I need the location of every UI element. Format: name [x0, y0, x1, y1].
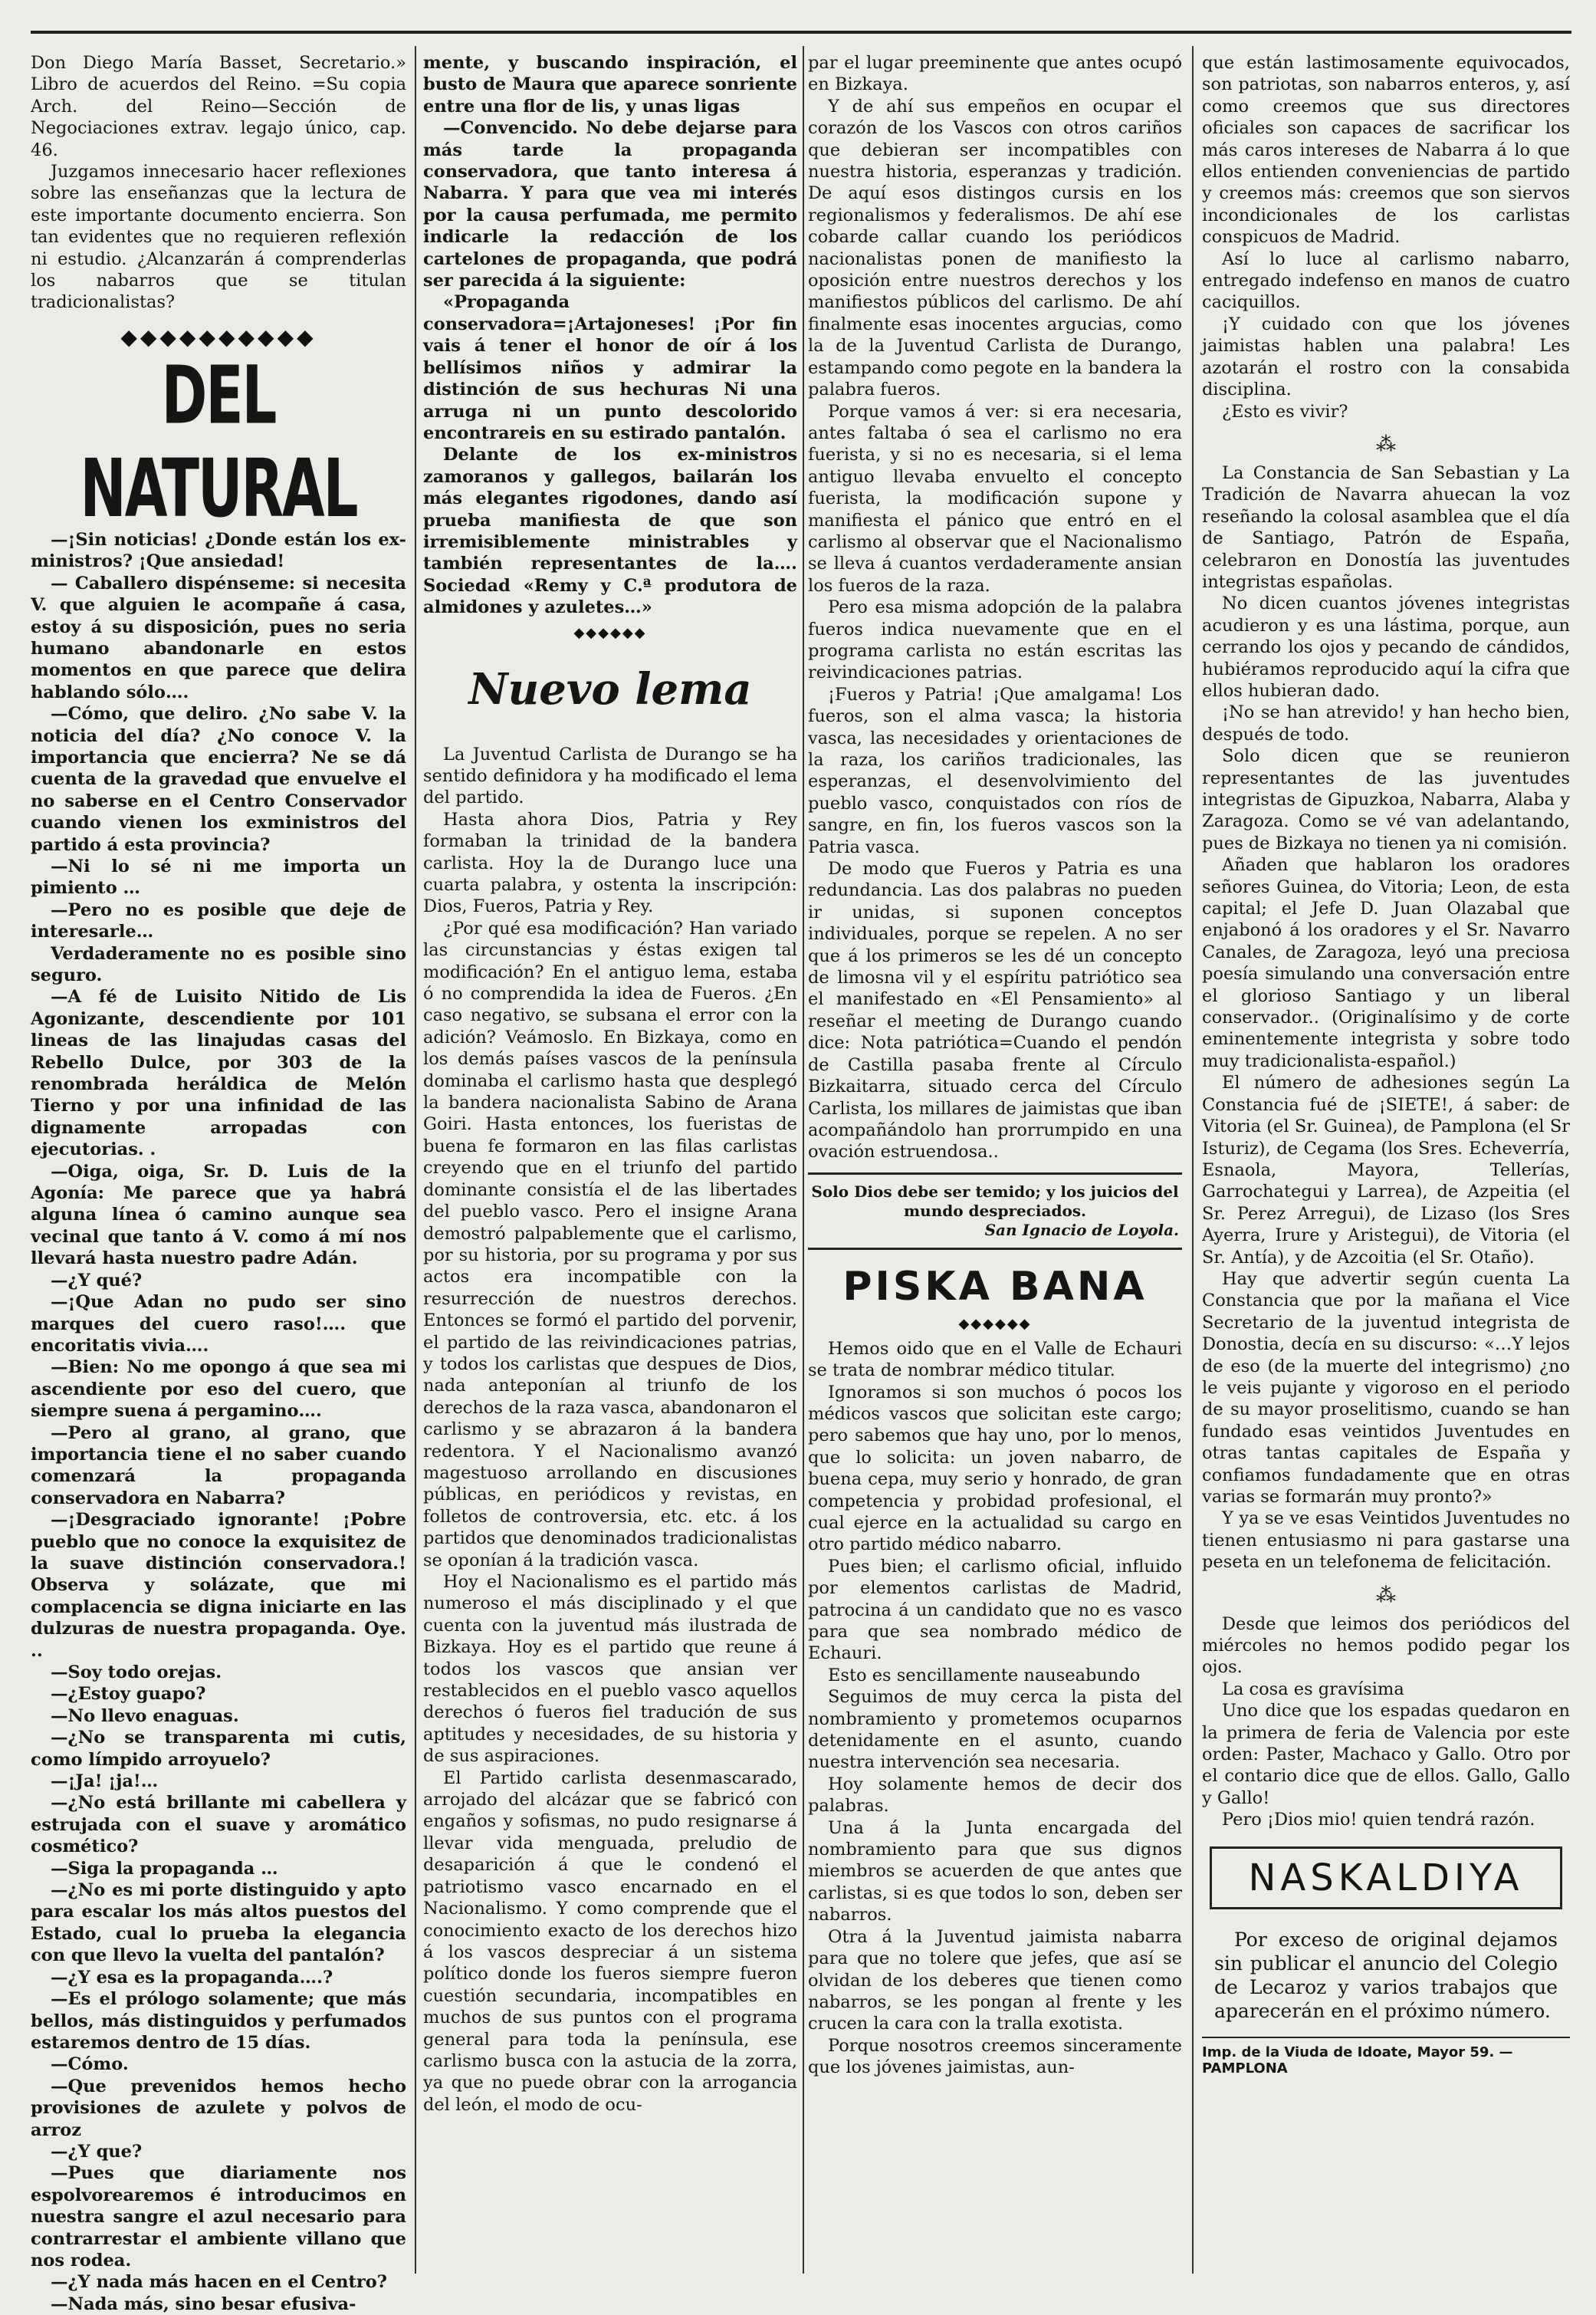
- asterism-divider: ⁂: [1376, 432, 1396, 456]
- paragraph: Solo dicen que se reunieron representantes de las juventudes integristas de Gipuzkoa, Nabarra, Alaba y Zaragoza. Como se vé van adelantando, pues de Bizkaya no tienen ya ni comisión.: [1202, 746, 1570, 853]
- paragraph: Desde que leimos dos periódicos del miércoles no hemos podido pegar los ojos.: [1202, 1613, 1570, 1678]
- paragraph: Uno dice que los espadas quedaron en la primera de feria de Valencia por este orden: Paster, Machaco y Gallo. Otro por el contario dice que de ellos. Gallo, Gallo y Gallo!: [1202, 1701, 1570, 1808]
- dialogue-line: —¿No se transparenta mi cutis, como límpido arroyuelo?: [31, 1728, 406, 1770]
- paragraph: Hasta ahora Dios, Patria y Rey formaban la trinidad de la bandera carlista. Hoy la de Durango luce una cuarta palabra, y ostenta la inscripción: Dios, Fueros, Patria y Rey.: [423, 809, 797, 917]
- dialogue-line: — Caballero dispénseme: si necesita V. que alguien le acompañe á casa, estoy á su disposición, pues no seria humano abandonarle en estos momentos en que parece que delira hablando sólo….: [31, 573, 406, 702]
- paragraph: Pero esa misma adopción de la palabra fueros indica nuevamente que en el programa carlista no están escritas las reivindicaciones patrias.: [808, 597, 1182, 683]
- column-2: [423, 52, 797, 2274]
- quote-text: Solo Dios debe ser temido; y los juicios del mundo despreciados.: [811, 1182, 1179, 1220]
- dialogue-line: —A fé de Luisito Nitido de Lis Agonizante, descendiente por 101 lineas de las linajudas casas del Rebello Dulce, por 303 de la renombrada heráldica de Melón Tierno y por una infinidad de las dignamente arropadas con ejecutorias. .: [31, 987, 406, 1160]
- quote-box: [808, 1172, 1182, 1250]
- dialogue-line: —¿Y esa es la propaganda….?: [51, 1967, 333, 1988]
- paragraph: Una á la Junta encargada del nombramiento para que sus dignos miembros se acuerden de que antes que carlistas, si es que todos lo son, deben ser nabarros.: [808, 1817, 1182, 1925]
- paragraph: De modo que Fueros y Patria es una redundancia. Las dos palabras no pueden ir unidas, si suponen conceptos individuales, porque se repelen. A no ser que á los primeros se les dé un concepto de limosna vil y el espíritu patriótico sea el manifestado en «El Pensamiento» al reseñar el meeting de Durango cuando dice: Nota patriótica=Cuando el pendón de Castilla pasaba frente al Círculo Bizkaitarra, situado cerca del Círculo Carlista, los millares de jaimistas que iban acompañándolo han prorrumpido en una ovación estruendosa..: [808, 859, 1182, 1162]
- dialogue-line: Verdaderamente no es posible sino seguro.: [31, 943, 406, 985]
- paragraph: La Constancia de San Sebastian y La Tradición de Navarra ahuecan la voz reseñando la colosal asamblea que el día de Santiago, Patrón de España, celebraron en Donostía las juventudes integristas españolas.: [1202, 462, 1570, 592]
- paragraph: Hemos oido que en el Valle de Echauri se trata de nombrar médico titular.: [808, 1338, 1182, 1381]
- paragraph: Porque vamos á ver: si era necesaria, antes faltaba ó sea el carlismo no era fuerista, y si no es necesaria, si el lema antiguo llevaba envuelto el concepto fuerista, la modificación supone y manifiesta el pánico que entró en el carlismo al observar que el Nacionalismo se lleva á cuantos verdaderamente ansian los fueros de la raza.: [808, 401, 1182, 596]
- paragraph: Hoy solamente hemos de decir dos palabras.: [808, 1774, 1182, 1817]
- paragraph: Añaden que hablaron los oradores señores Guinea, do Vitoria; Leon, de esta capital; el Jefe D. Juan Olazabal que enjabonó á los oradores y el Sr. Navarro Canales, de Zaragoza, leyó una preciosa poesía simulando una conversación entre el glorioso Santiago y un liberal conservador.. (Originalísimo y de corte eminentemente integrista y sobre todo muy tradicionalista-español.): [1202, 855, 1570, 1071]
- ornament-divider: ◆◆◆◆◆◆: [573, 624, 647, 641]
- column-4: [1202, 52, 1570, 2274]
- printer-imprint: Imp. de la Viuda de Idoate, Mayor 59. —PAMPLONA: [1202, 2037, 1570, 2077]
- dialogue-line: —¡Ja! ¡ja!…: [51, 1771, 159, 1792]
- paragraph: La cosa es gravísima: [1222, 1679, 1404, 1699]
- dialogue-line: —Cómo.: [51, 2054, 129, 2075]
- section-heading-nuevo-lema: Nuevo lema: [468, 663, 752, 715]
- quote-signature: San Ignacio de Loyola.: [984, 1220, 1179, 1239]
- paragraph: Juzgamos innecesario hacer reflexiones sobre las enseñanzas que la lectura de este importante documento encierra. Son tan evidentes que no requieren reflexión ni estudio. ¿Alcanzarán á comprenderlas los nabarros que se titulan tradicionalistas?: [31, 162, 406, 313]
- archive-citation: Don Diego María Basset, Secretario.» Libro de acuerdos del Reino. =Su copia Arch. del Reino—Sección de Negociaciones extrav. legajo único, cap. 46.: [31, 53, 406, 160]
- dialogue-continued: [423, 52, 797, 619]
- dialogue-line: —Ni lo sé ni me importa un pimiento …: [31, 856, 406, 899]
- dialogue-line: —¿Y qué?: [51, 1270, 143, 1291]
- paragraph: ¡No se han atrevido! y han hecho bien, después de todo.: [1202, 702, 1570, 745]
- paragraph: par el lugar preeminente que antes ocupó en Bizkaya.: [808, 53, 1182, 95]
- column-rule: [803, 46, 804, 2274]
- paragraph: ¡Fueros y Patria! ¡Que amalgama! Los fueros, son el alma vasca; la historia vasca, las necesidades y orientaciones de la raza, los cariños tradicionales, las esperanzas, el desenvolvimiento del pueblo vasco, conquistados con ríos de sangre, en fin, los fueros vascos son la Patria vasca.: [808, 684, 1182, 857]
- paragraph: ¿Esto es vivir?: [1222, 401, 1348, 422]
- dialogue-line: —¿No es mi porte distinguido y apto para escalar los más altos puestos del Estado, cual lo prueba la elegancia con que llevo la vuelta del pantalón?: [31, 1880, 406, 1966]
- dialogue-line: —Pues que diariamente nos espolvorearemos é introducimos en nuestra sangre el azul necesario para contrarrestar el ambiente villano que nos rodea.: [31, 2163, 406, 2271]
- dialogue-line: —¿No está brillante mi cabellera y estrujada con el suave y aromático cosmético?: [31, 1793, 406, 1857]
- dialogue-line: —¡Que Adan no pudo ser sino marques del cuero raso!…. que encoritatis vivia….: [31, 1292, 406, 1356]
- column-3: [808, 52, 1182, 2274]
- dialogue-line: —Pero no es posible que deje de interesarle…: [31, 899, 406, 942]
- dialogue-line: —Pero al grano, al grano, que importancia tiene el no saber cuando comenzará la propaganda conservadora en Nabarra?: [31, 1422, 406, 1508]
- dialogue-line: —No llevo enaguas.: [51, 1705, 239, 1726]
- paragraph: La Juventud Carlista de Durango se ha sentido definidora y ha modificado el lema del partido.: [423, 744, 797, 808]
- dialogue-line: —Convencido. No debe dejarse para más tarde la propaganda conservadora, que tanto interesa á Nabarra. Y para que vea mi interés por la causa perfumada, me permito indicarle la redacción de los cartelones de propaganda, que podrá ser parecida á la siguiente:: [423, 118, 797, 291]
- paragraph: Otra á la Juventud jaimista nabarra para que no tolere que jefes, que así se olvidan de los deberes que tienen como nabarros, se les pongan al frente y les crucen la cara con la tralla exotista.: [808, 1926, 1182, 2034]
- paragraph: Y ya se ve esas Veintidos Juventudes no tienen entusiasmo ni para gastarse una peseta en un telefonema de felicitación.: [1202, 1508, 1570, 1573]
- dialogue-line: —¿Estoy guapo?: [51, 1684, 206, 1705]
- paragraph: Seguimos de muy cerca la pista del nombramiento y prometemos ocuparnos detenidamente en el asunto, cuando nuestra intervención sea necesaria.: [808, 1687, 1182, 1773]
- section-heading-naskaldiya: NASKALDIYA: [1210, 1846, 1562, 1909]
- dialogue-line: —Soy todo orejas.: [51, 1662, 222, 1682]
- paragraph: ¡Y cuidado con que los jóvenes jaimistas hablen una palabra! Les azotarán el rostro con la consabida disciplina.: [1202, 314, 1570, 400]
- paragraph: El Partido carlista desenmascarado, arrojado del alcázar que se fabricó con engaños y sofismas, no pudo resignarse á llevar vida menguada, preludio de desaparición á que le condenó el patriotismo vasco encarnado en el Nacionalismo. Y como comprende que el conocimiento exacto de los derechos hizo á los vascos despreciar á un sistema político donde los fueros siempre fueron cuestión secundaria, incompatibles en muchos de sus puntos con el programa general para toda la península, ese carlismo busca con la astucia de la zorra, ya que no puede obrar con la arrogancia del león, el modo de ocu-: [423, 1767, 797, 2115]
- notice-paragraph: Por exceso de original dejamos sin publicar el anuncio del Colegio de Lecaroz y varios trabajos que aparecerán en el próximo número.: [1214, 1928, 1558, 2022]
- dialogue-line: —Bien: No me opongo á que sea mi ascendiente por eso del cuero, que siempre suena á pergamino….: [31, 1357, 406, 1422]
- paragraph: El número de adhesiones según La Constancia fué de ¡SIETE!, á saber: de Vitoria (el Sr. Guinea), de Pamplona (el Sr Isturiz), de Cegama (los Sres. Echeverría, Esnaola, Mayora, Tellerías, Garrochategui y Larrea), de Azpeitia (el Sr. Perez Arregui), de Lizaso (los Sres Ayerra, Irure y Aristegui), de Vitoria (el Sr. Antía), y de Azcoitia (el Sr. Otaño).: [1202, 1073, 1570, 1268]
- dialogue-line: —Oiga, oiga, Sr. D. Luis de la Agonía: Me parece que ya habrá alguna línea ó camino aunque sea vecinal que tanto á V. como á mí nos llevará hasta nuestro padre Adán.: [31, 1161, 406, 1269]
- dialogue-line: —¿Y que?: [51, 2141, 143, 2162]
- paragraph: Y de ahí sus empeños en ocupar el corazón de los Vascos con otros cariños que debieran ser incompatibles con nuestra historia, esperanzas y tradición. De aquí esos distingos cursis en los regionalismos y federalismos. De ahí ese cobarde callar cuando los periódicos nacionalistas ponen de manifiesto la oposición entre nuestros derechos y los manifiestos públicos del carlismo. De ahí finalmente esas inocentes argucias, como la de la Juventud Carlista de Durango, estampando como pegote en la bandera la palabra fueros.: [808, 96, 1182, 400]
- paragraph: Pues bien; el carlismo oficial, influido por elementos carlistas de Madrid, patrocina á un candidato que no es vasco para que sea nombrado médico de Echauri.: [808, 1556, 1182, 1664]
- dialogue-line: —Cómo, que deliro. ¿No sabe V. la noticia del día? ¿No conoce V. la importancia que encierra? Ne se dá cuenta de la gravedad que envuelve el no saberse en el Centro Conservador cuando vienen los exministros del partido á esta provincia?: [31, 704, 406, 855]
- asterism-divider: ⁂: [1376, 1583, 1396, 1607]
- dialogue-line: —¿Y nada más hacen en el Centro?: [51, 2272, 387, 2293]
- top-rule: [31, 31, 1571, 34]
- paragraph: Pero ¡Dios mio! quien tendrá razón.: [1222, 1810, 1535, 1830]
- paragraph: Porque nosotros creemos sinceramente que los jóvenes jaimistas, aun-: [808, 2035, 1182, 2078]
- dialogue-line: —Siga la propaganda …: [51, 1858, 278, 1879]
- dialogue-line: «Propaganda conservadora=¡Artajoneses! ¡Por fin vais á tener el honor de oír á los bellísimos niños y admirar la distinción de sus hechuras Ni una arruga ni un punto descolorido encontrareis en su estirado pantalón.: [423, 292, 797, 443]
- section-heading-piska-bana: PISKA BANA: [842, 1263, 1148, 1310]
- paragraph: Ignoramos si son muchos ó pocos los médicos vascos que solicitan este cargo; pero sabemos que hay uno, por lo menos, que lo solicita: un joven nabarro, de buena cepa, muy serio y honrado, de gran competencia y probidad profesional, el cual ejerce en la actualidad su cargo en otro partido médico nabarro.: [808, 1382, 1182, 1555]
- paragraph: Hay que advertir según cuenta La Constancia que por la mañana el Vice Secretario de la juventud integrista de Donostia, decía en su discurso: «…Y lejos de eso (de la muerte del integrismo) ¿no le veis pujante y vigoroso en el periodo de su mayor proselitismo, cuando se han fundado esas veintidos Juventudes en otras tantas capitales de España y confiamos fundadamente que en otras varias se formarán muy pronto?»: [1202, 1268, 1570, 1507]
- dialogue-line: —Es el prólogo solamente; que más bellos, más distinguidos y perfumados estaremos dentro de 15 días.: [31, 1989, 406, 2053]
- dialogue-line: —Que prevenidos hemos hecho provisiones de azulete y polvos de arroz: [31, 2076, 406, 2140]
- dialogue-line: —Nada más, sino besar efusiva-: [51, 2294, 356, 2314]
- paragraph: que están lastimosamente equivocados, son patriotas, son nabarros enteros, y, así como creemos que sus directores oficiales son capaces de sacrificar los más caros intereses de Nabarra á lo que ellos entienden conveniencias de partido y creemos más: creemos que son siervos incondicionales de los carlistas conspicuos de Madrid.: [1202, 53, 1570, 248]
- paragraph: ¿Por qué esa modificación? Han variado las circunstancias y éstas exigen tal modificación? En el antiguo lema, estaba ó no comprendida la idea de Fueros. ¿En caso negativo, se subsana el error con la adición? Veámoslo. En Bizkaya, como en los demás países vascos de la península dominaba el carlismo hasta que desplegó la bandera nacionalista Sabino de Arana Goiri. Hasta entonces, los fueristas de buena fe formaron en las filas carlistas creyendo que en el triunfo del partido dominante consistía el de las libertades del pueblo vasco. Pero el insigne Arana demostró palpablemente que el carlismo, por su historia, por su programa y por sus actos era incompatible con la resurrección de nuestros derechos. Entonces se formó el partido del porvenir, el partido de las reivindicaciones patrias, y todos los carlistas que despues de Dios, nada anteponían al triunfo de los derechos de la raza vasca, abandonaron el carlismo y se abrazaron á la bandera redentora. Y el Nacionalismo avanzó magestuoso arrollando en discusiones públicas, en periódicos y revistas, en folletos de controversia, etc. etc. á los partidos que denominados tradicionalistas se oponían á la tradición vasca.: [423, 918, 797, 1570]
- column-rule: [1192, 46, 1194, 2274]
- paragraph: Así lo luce al carlismo nabarro, entregado indefenso en manos de cuatro caciquillos.: [1202, 248, 1570, 313]
- paragraph: Hoy el Nacionalismo es el partido más numeroso el más disciplinado y el que cuenta con la juventud más ilustrada de Bizkaya. Hoy es el partido que reune á todos los vascos que ansian ver restablecidos en el pueblo vasco aquellos derechos ó fueros fiel tradución de sus aptitudes y necesidades, de su historia y de sus aspiraciones.: [423, 1572, 797, 1767]
- column-rule: [415, 46, 416, 2274]
- dialogue-line: —¡Sin noticias! ¿Donde están los ex-ministros? ¡Que ansiedad!: [31, 529, 406, 572]
- ornament-divider: ◆◆◆◆◆◆: [958, 1315, 1032, 1332]
- dialogue-line: mente, y buscando inspiración, el busto de Maura que aparece sonriente entre una flor de lis, y unas ligas: [423, 53, 797, 117]
- section-heading-del-natural: DEL NATURAL: [80, 348, 357, 535]
- dialogue: [31, 529, 406, 2315]
- paragraph: No dicen cuantos jóvenes integristas acudieron y es una lástima, porque, aun cerrando los ojos y pecando de cándidos, hubiéramos reproducido aquí la cifra que ellos hubieran dado.: [1202, 594, 1570, 701]
- dialogue-line: Delante de los ex-ministros zamoranos y gallegos, bailarán los más elegantes rigodones, dando así prueba manifiesta de que son irremisiblemente ministrables y también representantes de la…. Sociedad «Remy y C.ª produtora de almidones y azuletes…»: [423, 445, 797, 618]
- dialogue-line: —¡Desgraciado ignorante! ¡Pobre pueblo que no conoce la exquisitez de la suave distinción conservadora.! Observa y solázate, que mi complacencia se digna iniciarte en las dulzuras de nuestra propaganda. Oye. ..: [31, 1510, 406, 1661]
- paragraph: Esto es sencillamente nauseabundo: [828, 1665, 1141, 1685]
- column-1: [31, 52, 406, 2314]
- ornament-divider: ◆◆◆◆◆◆◆◆◆◆: [120, 324, 317, 350]
